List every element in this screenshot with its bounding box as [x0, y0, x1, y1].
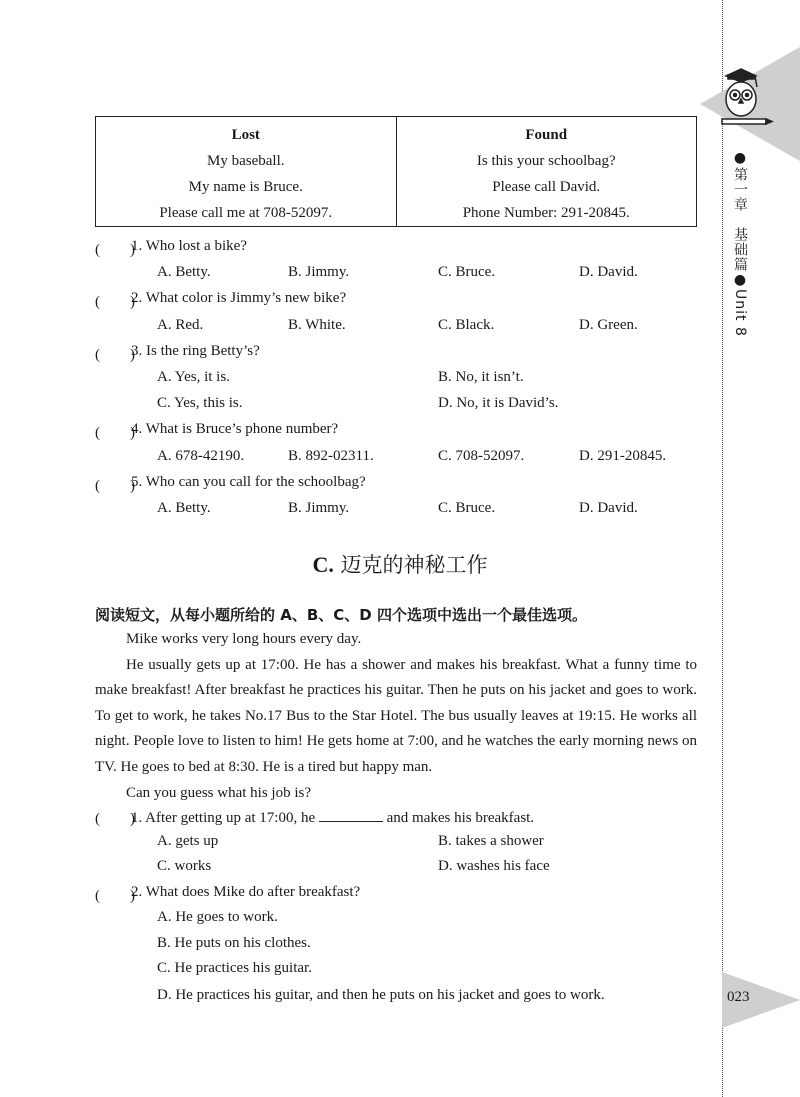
found-line: Please call David. [492, 179, 601, 195]
question-text: 2. What color is Jimmy’s new bike? [131, 290, 347, 306]
option-c: C. 708-52097. [438, 448, 525, 464]
lost-line: Please call me at 708-52097. [159, 205, 333, 221]
option-c: C. He practices his guitar. [157, 960, 312, 976]
question-text: 1. Who lost a bike? [131, 238, 247, 254]
option-c: C. Bruce. [438, 500, 496, 516]
answer-bracket[interactable]: ( ) [95, 811, 135, 827]
question-text-after: and makes his breakfast. [386, 810, 535, 826]
found-header: Found [525, 127, 568, 143]
answer-bracket[interactable]: ( ) [95, 294, 135, 310]
question-text: 5. Who can you call for the schoolbag? [131, 474, 366, 490]
section-title: 迈克的神秘工作 [340, 553, 488, 577]
option-a: A. Betty. [157, 264, 211, 280]
lost-header: Lost [231, 127, 260, 143]
lost-found-table [95, 116, 697, 227]
option-b: B. takes a shower [438, 833, 544, 849]
option-d: D. 291-20845. [579, 448, 667, 464]
option-d: D. David. [579, 500, 638, 516]
lost-line: My name is Bruce. [188, 179, 303, 195]
lost-notice [96, 117, 397, 227]
option-a: A. Yes, it is. [157, 369, 230, 385]
lost-line: My baseball. [207, 153, 285, 169]
found-line: Phone Number: 291-20845. [462, 205, 630, 221]
option-a: A. He goes to work. [157, 909, 278, 925]
question-text: 3. Is the ring Betty’s? [131, 343, 260, 359]
found-notice [396, 117, 697, 227]
question-text-before: 1. After getting up at 17:00, he [131, 810, 316, 826]
option-a: A. Betty. [157, 500, 211, 516]
option-b: B. No, it isn’t. [438, 369, 524, 385]
option-a: A. Red. [157, 317, 204, 333]
option-d: D. He practices his guitar, and then he puts on his jacket and goes to work. [157, 987, 605, 1003]
passage-paragraph: Mike works very long hours every day. [126, 631, 362, 647]
option-c: C. Black. [438, 317, 495, 333]
page-number: 023 [727, 989, 750, 1005]
option-c: C. works [157, 858, 212, 874]
answer-bracket[interactable]: ( ) [95, 425, 135, 441]
option-c: C. Bruce. [438, 264, 496, 280]
option-b: B. Jimmy. [288, 264, 350, 280]
question-text: 2. What does Mike do after breakfast? [131, 884, 361, 900]
instruction-text: 阅读短文，从每小题所给的 A、B、C、D 四个选项中选出一个最佳选项。 [95, 606, 587, 624]
option-a: A. 678-42190. [157, 448, 245, 464]
answer-bracket[interactable]: ( ) [95, 888, 135, 904]
question-text [131, 807, 534, 827]
option-d: D. Green. [579, 317, 638, 333]
passage-paragraph: He usually gets up at 17:00. He has a shower and makes his breakfast. What a funny time to make breakfast! After breakfast he practices his guitar. Then he puts on his jacket and goes to work. To get to work, he takes No.17 Bus to the Star Hotel. The bus usually leaves at 19:15. He works all night. People love to listen to him! He gets home at 7:00, and he watches the early morning news on TV. He goes to bed at 8:30. He is a tired but happy man. [95, 656, 697, 775]
option-b: B. 892-02311. [288, 448, 374, 464]
answer-bracket[interactable]: ( ) [95, 242, 135, 258]
chapter-sidebar-label: ●第一章 基础篇●Unit 8 [732, 150, 748, 337]
option-d: D. David. [579, 264, 638, 280]
option-d: D. washes his face [438, 858, 550, 874]
found-line: Is this your schoolbag? [476, 153, 616, 169]
option-d: D. No, it is David’s. [438, 395, 559, 411]
header-triangle-decoration [700, 47, 800, 161]
option-a: A. gets up [157, 833, 219, 849]
passage-paragraph: Can you guess what his job is? [126, 784, 311, 801]
option-c: C. Yes, this is. [157, 395, 243, 411]
question-text: 4. What is Bruce’s phone number? [131, 421, 339, 437]
answer-bracket[interactable]: ( ) [95, 478, 135, 494]
option-b: B. White. [288, 317, 346, 333]
reading-passage [95, 627, 697, 806]
section-letter: C. [312, 552, 334, 577]
answer-bracket[interactable]: ( ) [95, 347, 135, 363]
option-b: B. He puts on his clothes. [157, 935, 311, 951]
fill-blank[interactable] [319, 807, 383, 822]
option-b: B. Jimmy. [288, 500, 350, 516]
section-heading [0, 549, 800, 579]
